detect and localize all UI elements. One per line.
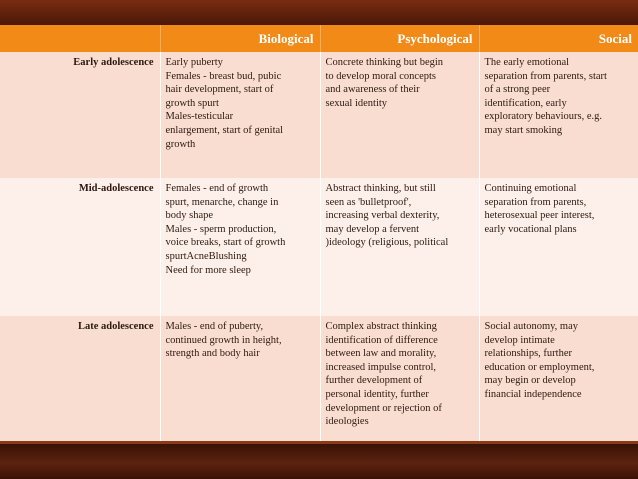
cell-line: Concrete thinking but begin — [325, 57, 444, 68]
cell-line: may develop a fervent — [325, 223, 420, 235]
header-biological: Biological — [160, 25, 320, 52]
cell-line: )ideology (religious, political — [325, 237, 449, 249]
cell-line: early vocational plans — [484, 223, 577, 235]
cell-line: ideologies — [325, 416, 369, 428]
cell-line: separation from parents, — [484, 196, 587, 208]
cell-biological — [160, 316, 320, 442]
cell-line: Continuing emotional — [484, 183, 577, 194]
table-header-row — [0, 25, 638, 52]
cell-line: Complex abstract thinking — [325, 321, 437, 332]
cell-line: may begin or develop — [484, 375, 576, 387]
cell-line: Males - end of puberty, — [165, 321, 264, 332]
table-row — [0, 52, 638, 178]
cell-line: body shape — [165, 210, 214, 222]
bottom-decorative-band — [0, 444, 638, 479]
cell-line: exploratory behaviours, e.g. — [484, 111, 603, 123]
cell-line: between law and morality, — [325, 348, 437, 360]
cell-line: relationships, further — [484, 348, 572, 360]
cell-line: education or employment, — [484, 361, 595, 373]
cell-social — [479, 178, 638, 316]
cell-line: identification, early — [484, 97, 567, 109]
cell-line: Early puberty — [165, 57, 223, 68]
cell-psychological — [320, 178, 479, 316]
table-row — [0, 178, 638, 316]
cell-line: to develop moral concepts — [325, 70, 437, 82]
cell-line: personal identity, further — [325, 388, 429, 400]
cell-line: develop intimate — [484, 334, 555, 346]
cell-line: of a strong peer — [484, 84, 551, 96]
cell-line: growth spurt — [165, 97, 219, 109]
header-corner-cell — [0, 25, 160, 52]
header-social: Social — [479, 25, 638, 52]
row-label-mid-adolescence: Mid-adolescence — [0, 178, 160, 316]
cell-social — [479, 52, 638, 178]
cell-line: identification of difference — [325, 334, 438, 346]
cell-line: voice breaks, start of growth — [165, 237, 286, 249]
cell-biological — [160, 52, 320, 178]
cell-line: spurtAcneBlushing — [165, 250, 247, 262]
cell-line: and awareness of their — [325, 84, 420, 96]
cell-line: Males-testicular — [165, 111, 234, 123]
cell-line: Males - sperm production, — [165, 223, 277, 235]
cell-line: financial independence — [484, 388, 582, 400]
cell-psychological — [320, 316, 479, 442]
top-decorative-band — [0, 0, 638, 25]
cell-line: Females - end of growth — [165, 183, 269, 194]
cell-line: Abstract thinking, but still — [325, 183, 436, 194]
cell-line: enlargement, start of genital — [165, 124, 284, 136]
adolescence-development-table — [0, 25, 638, 442]
cell-line: seen as 'bulletproof', — [325, 196, 412, 208]
cell-line: separation from parents, start — [484, 70, 607, 82]
row-label-early-adolescence: Early adolescence — [0, 52, 160, 178]
cell-line: spurt, menarche, change in — [165, 196, 279, 208]
cell-line: strength and body hair — [165, 348, 260, 360]
cell-line: further development of — [325, 375, 423, 387]
row-label-late-adolescence: Late adolescence — [0, 316, 160, 442]
cell-line: sexual identity — [325, 97, 388, 109]
header-psychological: Psychological — [320, 25, 479, 52]
table-row — [0, 316, 638, 442]
cell-line: hair development, start of — [165, 84, 274, 96]
cell-line: heterosexual peer interest, — [484, 210, 595, 222]
cell-psychological — [320, 52, 479, 178]
cell-line: The early emotional — [484, 57, 570, 68]
cell-social — [479, 316, 638, 442]
cell-line: growth — [165, 138, 196, 150]
cell-line: Need for more sleep — [165, 264, 251, 276]
cell-line: increasing verbal dexterity, — [325, 210, 440, 222]
cell-line: Females - breast bud, pubic — [165, 70, 282, 82]
cell-line: may start smoking — [484, 124, 563, 136]
cell-biological — [160, 178, 320, 316]
cell-line: Social autonomy, may — [484, 321, 579, 332]
cell-line: continued growth in height, — [165, 334, 282, 346]
cell-line: increased impulse control, — [325, 361, 437, 373]
cell-line: development or rejection of — [325, 402, 442, 414]
